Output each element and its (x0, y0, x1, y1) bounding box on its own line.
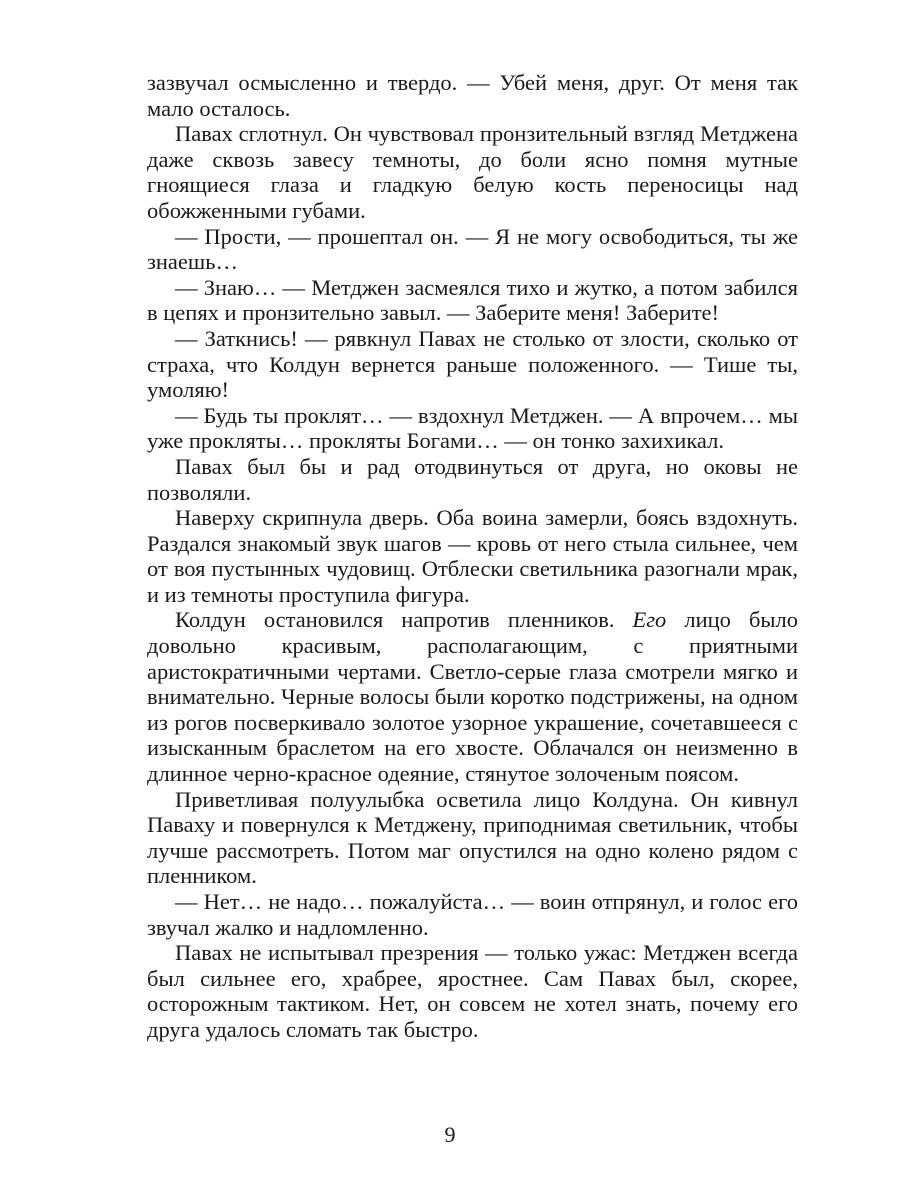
paragraph-7: Павах был бы и рад отодвинуться от друга, но оковы не позволяли. (147, 453, 798, 505)
text-column (147, 70, 798, 1043)
paragraph-2: Павах сглотнул. Он чувствовал пронзительный взгляд Метджена даже сквозь завесу темноты, до боли ясно помня мутные гноящиеся глаза и гладкую белую кость переносицы над обожженными губами. (147, 121, 798, 223)
paragraph-3: — Прости, — прошептал он. — Я не могу освободиться, ты же знаешь… (147, 223, 798, 275)
paragraph-4: — Знаю… — Метджен засмеялся тихо и жутко, а потом забился в цепях и пронзительно завыл. — Заберите меня! Заберите! (147, 274, 798, 326)
paragraph-9 (147, 607, 798, 786)
paragraph-9-end: лицо было довольно красивым, располагающим, с приятными аристократичными чертами. Светло-серые глаза смотрели мягко и внимательно. Черные волосы были коротко подстрижены, на одном из рогов посверкивало золотое узорное украшение, сочетавшееся с изысканным браслетом на его хвосте. Облачался он неизменно в длинное черно-красное одеяние, стянутое золоченым поясом. (147, 607, 798, 787)
paragraph-11: — Нет… не надо… пожалуйста… — воин отпрянул, и голос его звучал жалко и надломленно. (147, 889, 798, 940)
paragraph-12: Павах не испытывал презрения — только ужас: Метджен всегда был сильнее его, храбрее, яростнее. Сам Павах был, скорее, осторожным тактиком. Нет, он совсем не хотел знать, почему его друга удалось сломать так быстро. (147, 940, 798, 1042)
paragraph-6: — Будь ты проклят… — вздохнул Метджен. — А впрочем… мы уже прокляты… прокляты Богами… — он тонко захихикал. (147, 402, 798, 454)
paragraph-1: зазвучал осмысленно и твердо. — Убей меня, друг. От меня так мало осталось. (147, 70, 798, 121)
paragraph-8: Наверху скрипнула дверь. Оба воина замерли, боясь вздохнуть. Раздался знакомый звук шагов — кровь от него стыла сильнее, чем от воя пустынных чудовищ. Отблески светильника разогнали мрак, и из темноты проступила фигура. (147, 505, 798, 607)
paragraph-10: Приветливая полуулыбка осветила лицо Колдуна. Он кивнул Паваху и повернулся к Метджену, приподнимая светильник, чтобы лучше рассмотреть. Потом маг опустился на одно колено рядом с пленником. (147, 786, 798, 889)
paragraph-9-emphasis: Его (632, 607, 667, 633)
paragraph-5: — Заткнись! — рявкнул Павах не столько от злости, сколько от страха, что Колдун вернется раньше положенного. — Тише ты, умоляю! (147, 325, 798, 403)
page-number: 9 (444, 1122, 456, 1147)
paragraph-9-start: Колдун остановился напротив пленников. (175, 607, 633, 633)
